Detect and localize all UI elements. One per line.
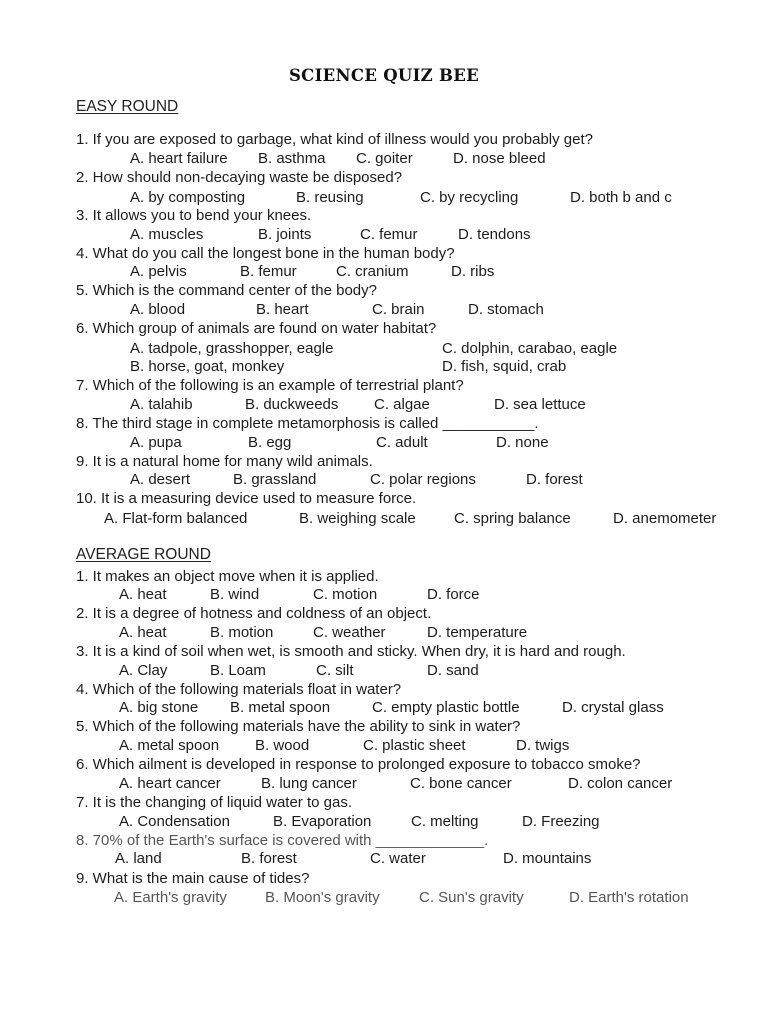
question-line [0,319,768,338]
question-line [0,755,768,774]
choices-line [0,509,768,528]
choice: A. land [115,850,162,867]
choices-line [0,225,768,244]
choice: A. by composting [130,189,246,206]
choices-line [0,623,768,642]
choice: B. metal spoon [230,699,331,716]
question-line [0,604,768,623]
question-line [0,567,768,586]
choice: C. silt [316,662,354,679]
choice: A. desert [130,471,191,488]
question-text: 5. Which is the command center of the body? [76,282,377,299]
choices-line [0,470,768,489]
question-line [0,717,768,736]
choice: C. goiter [356,150,413,167]
choice: B. weighing scale [299,510,416,527]
easy-round-heading: EASY ROUND [76,98,179,115]
question-line [0,206,768,225]
choice: C. algae [374,396,430,413]
choice: D. sea lettuce [494,396,586,413]
choice: B. heart [256,301,309,318]
choices-line [0,888,768,907]
question-line [0,869,768,888]
choices-line [0,395,768,414]
choice: B. reusing [296,189,364,206]
choice: A. metal spoon [119,737,220,754]
choices-line [0,300,768,319]
choice: C. melting [411,813,479,830]
choices-line [0,849,768,868]
choice: C. femur [360,226,418,243]
choice: A. Earth's gravity [114,889,227,906]
choice: D. colon cancer [568,775,673,792]
choice: A. heart failure [130,150,228,167]
choices-line [0,774,768,793]
question-text: 1. If you are exposed to garbage, what kind of illness would you probably get? [76,131,593,148]
question-text: 1. It makes an object move when it is applied. [76,568,379,585]
choice: C. brain [372,301,425,318]
question-text: 6. Which ailment is developed in response to prolonged exposure to tobacco smoke? [76,756,641,773]
choice: B. lung cancer [261,775,357,792]
choice: D. stomach [468,301,544,318]
question-text: 7. It is the changing of liquid water to gas. [76,794,352,811]
question-text: 4. What do you call the longest bone in the human body? [76,245,455,262]
choice: A. heart cancer [119,775,221,792]
question-text: 2. How should non-decaying waste be disposed? [76,169,403,186]
choice: B. femur [240,263,297,280]
choices-line [0,812,768,831]
choice: C. plastic sheet [363,737,466,754]
choices-line [0,661,768,680]
choice: C. weather [313,624,386,641]
choices-line [0,262,768,281]
choices-line [0,736,768,755]
choice: C. cranium [336,263,409,280]
choice: B. motion [210,624,274,641]
choice: D. fish, squid, crab [442,358,567,375]
question-line [0,489,768,508]
question-text: 6. Which group of animals are found on water habitat? [76,320,437,337]
question-text: 8. The third stage in complete metamorphosis is called ___________. [76,415,539,432]
question-line [0,414,768,433]
choices-line [0,188,768,207]
choice: C. water [370,850,426,867]
choice: C. bone cancer [410,775,512,792]
choice: C. adult [376,434,428,451]
choice: D. mountains [503,850,592,867]
choices-line [0,149,768,168]
choice: C. spring balance [454,510,571,527]
question-text: 8. 70% of the Earth's surface is covered with _____________. [76,832,489,849]
choice: A. heat [119,624,167,641]
page-title: SCIENCE QUIZ BEE [288,66,480,85]
question-line [0,130,768,149]
question-text: 3. It allows you to bend your knees. [76,207,312,224]
choice: D. twigs [516,737,570,754]
choice: B. asthma [258,150,326,167]
choices-line [0,357,768,376]
choice: D. none [496,434,549,451]
question-text: 9. What is the main cause of tides? [76,870,310,887]
choice: C. empty plastic bottle [372,699,520,716]
choice: D. crystal glass [562,699,664,716]
choice: A. heat [119,586,167,603]
choice: D. ribs [451,263,495,280]
choice: D. force [427,586,480,603]
choice: A. pelvis [130,263,187,280]
question-line [0,680,768,699]
choice: D. Earth's rotation [569,889,689,906]
choice: C. by recycling [420,189,519,206]
choice: D. nose bleed [453,150,546,167]
choice: C. Sun's gravity [419,889,524,906]
choice: D. tendons [458,226,531,243]
question-line [0,376,768,395]
choice: D. Freezing [522,813,600,830]
choice: B. Loam [210,662,266,679]
choice: A. blood [130,301,186,318]
choice: B. horse, goat, monkey [130,358,285,375]
choice: C. dolphin, carabao, eagle [442,340,618,357]
choice: B. wind [210,586,260,603]
choice: A. tadpole, grasshopper, eagle [130,340,334,357]
choice: A. pupa [130,434,182,451]
question-line [0,642,768,661]
average-round-heading: AVERAGE ROUND [76,546,211,563]
question-line [0,281,768,300]
choice: B. forest [241,850,297,867]
question-text: 9. It is a natural home for many wild animals. [76,453,373,470]
choice: A. Clay [119,662,168,679]
choice: D. temperature [427,624,528,641]
question-text: 7. Which of the following is an example of terrestrial plant? [76,377,464,394]
choice: D. both b and c [570,189,672,206]
choices-line [0,339,768,358]
choice: B. grassland [233,471,317,488]
question-line [0,452,768,471]
choice: B. joints [258,226,312,243]
choice: B. wood [255,737,310,754]
choice: A. Condensation [119,813,230,830]
question-text: 3. It is a kind of soil when wet, is smooth and sticky. When dry, it is hard and rough. [76,643,626,660]
choice: D. forest [526,471,583,488]
question-line [0,793,768,812]
choice: B. Moon's gravity [265,889,380,906]
question-line [0,168,768,187]
choice: A. Flat-form balanced [104,510,248,527]
choice: B. Evaporation [273,813,372,830]
question-line [0,244,768,263]
question-text: 5. Which of the following materials have the ability to sink in water? [76,718,521,735]
choice: A. talahib [130,396,193,413]
choice: C. polar regions [370,471,476,488]
question-text: 10. It is a measuring device used to measure force. [76,490,417,507]
choice: D. sand [427,662,479,679]
choices-line [0,433,768,452]
choice: B. duckweeds [245,396,339,413]
question-text: 4. Which of the following materials float in water? [76,681,402,698]
choice: D. anemometer [613,510,717,527]
choice: A. big stone [119,699,199,716]
question-text: 2. It is a degree of hotness and coldness of an object. [76,605,432,622]
choice: C. motion [313,586,378,603]
choice: B. egg [248,434,292,451]
choice: A. muscles [130,226,204,243]
choices-line [0,585,768,604]
question-line [0,831,768,850]
choices-line [0,698,768,717]
